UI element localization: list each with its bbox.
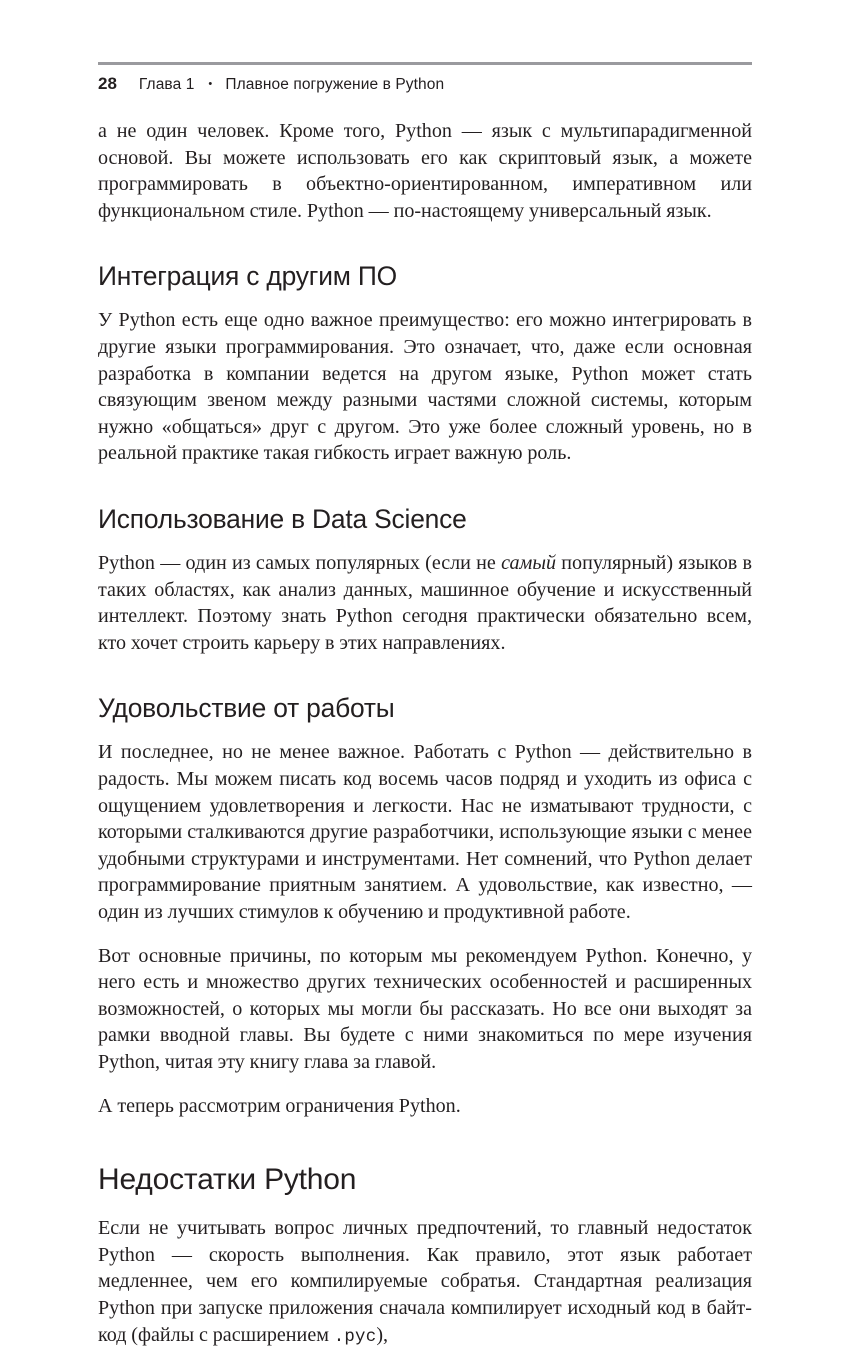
paragraph-reasons: Вот основные причины, по которым мы рекомендуем Python. Конечно, у него есть и множество других технических особенностей и расширенных возможностей, о которых мы могли бы рассказать. Но все они выходят за рамки вводной главы. Вы будете с ними знакомиться по мере изучения Python, читая эту книгу глава за главой. <box>98 944 752 1073</box>
paragraph-intro: а не один человек. Кроме того, Python — язык с мультипарадигменной основой. Вы можете использовать его как скриптовый язык, а можете программировать в объектно-ориентированном, императивном или функциональном стиле. Python — по-настоящему универсальный язык. <box>98 120 752 222</box>
running-head-line <box>98 74 752 94</box>
paragraph-integration: У Python есть еще одно важное преимущество: его можно интегрировать в другие языки программирования. Это означает, что, даже если основная разработка в компании ведется на другом языке, Python может стать связующим звеном между разными частями сложной системы, которым нужно «общаться» друг с другом. Это уже более сложный уровень, но в реальной практике такая гибкость играет важную роль. <box>98 309 752 465</box>
emphasis-samyi: самый <box>501 552 557 575</box>
paragraph-datascience-part2: популярный) языков в таких областях, как анализ данных, машинное обучение и искусственный интеллект. Поэтому знать Python сегодня практически обязательно всем, кто хочет строить карьеру в этих направлениях. <box>98 552 752 654</box>
heading-drawbacks: Недостатки Python <box>98 1163 357 1197</box>
paragraph-drawbacks <box>98 1215 752 1351</box>
text-column <box>98 118 752 1351</box>
heading-datascience: Использование в Data Science <box>98 503 467 534</box>
paragraph-drawbacks-part2: ), <box>376 1323 389 1346</box>
chapter-label: Глава 1 <box>138 76 195 93</box>
page-number: 28 <box>98 74 117 93</box>
heading-integration: Интеграция с другим ПО <box>98 261 397 292</box>
running-head <box>98 62 752 94</box>
bullet-separator-icon: • <box>208 78 213 90</box>
code-pyc-extension: .pyc <box>333 1327 377 1347</box>
chapter-title: Плавное погружение в Python <box>225 76 445 93</box>
paragraph-datascience <box>98 550 752 656</box>
paragraph-datascience-part1: Python — один из самых популярных (если не <box>98 552 502 575</box>
paragraph-transition: А теперь рассмотрим ограничения Python. <box>98 1094 461 1117</box>
heading-pleasure: Удовольствие от работы <box>98 693 395 724</box>
paragraph-pleasure: И последнее, но не менее важное. Работать с Python — действительно в радость. Мы можем писать код восемь часов подряд и уходить из офиса с ощущением удовлетворения и легкости. Нас не изматывают трудности, с которыми сталкиваются другие разработчики, использующие языки с менее удобными структурами и инструментами. Нет сомнений, что Python делает программирование приятным занятием. А удовольствие, как известно, — один из лучших стимулов к обучению и продуктивной работе. <box>98 741 752 924</box>
paragraph-drawbacks-part1: Если не учитывать вопрос личных предпочтений, то главный недостаток Python — скорость выполнения. Как правило, этот язык работает медленнее, чем его компилируемые собратья. Стандартная реализация Python при запуске приложения сначала компилирует исходный код в байт-код (файлы с расширением <box>98 1217 752 1346</box>
header-divider-rule <box>98 62 752 65</box>
